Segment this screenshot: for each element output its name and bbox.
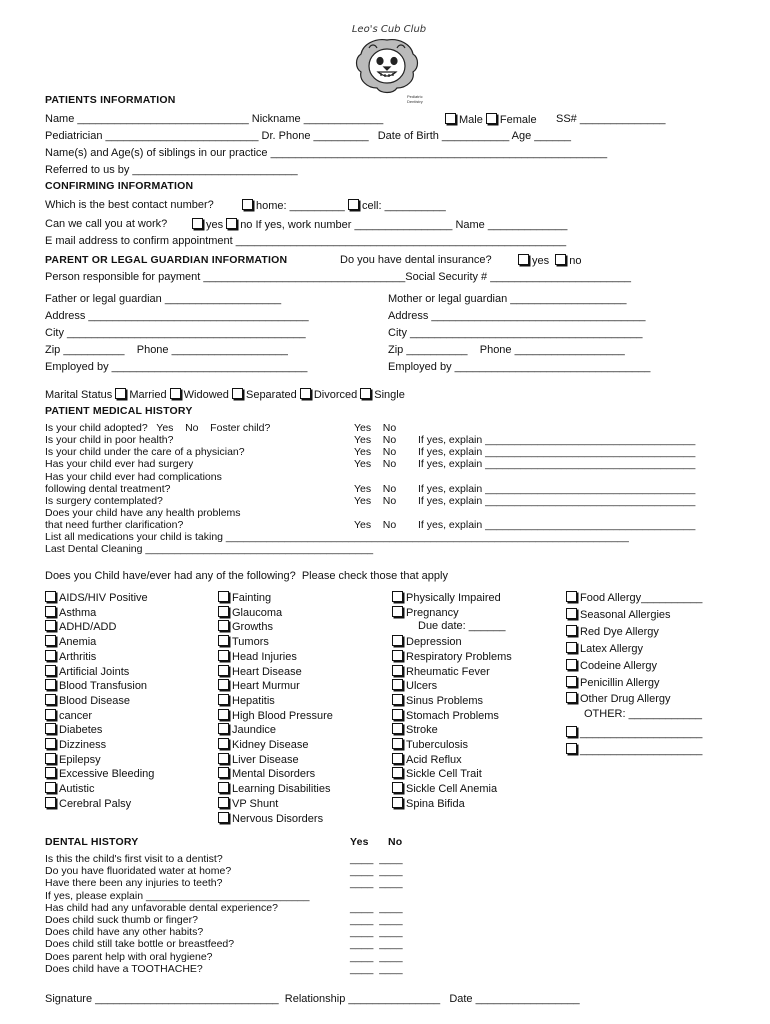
condition-label: Seasonal Allergies (580, 608, 671, 621)
sex-options (445, 113, 537, 127)
condition-checkbox[interactable] (392, 767, 403, 778)
insurance-options (518, 254, 582, 268)
problems-question-cont: that need further clarification? (45, 519, 184, 531)
poor-health-question: Is your child in poor health? (45, 434, 174, 446)
condition-label: Heart Disease (232, 665, 302, 678)
condition-label: Fainting (232, 592, 272, 604)
home-field[interactable]: home: _________ (256, 200, 345, 212)
condition-label: Dizziness (59, 739, 107, 751)
condition-item-dizziness[interactable] (45, 738, 106, 752)
condition-item-epilepsy[interactable] (45, 753, 101, 767)
complications-explain[interactable]: If yes, explain ____________________________________ (418, 483, 696, 495)
female-checkbox[interactable] (486, 113, 497, 124)
condition-checkbox[interactable] (218, 650, 229, 661)
condition-item-growths[interactable] (218, 620, 273, 634)
signature-line[interactable]: Signature ______________________________ Relationship _______________ Date _________________ (45, 993, 580, 1005)
condition-checkbox[interactable] (218, 620, 229, 631)
adopted-yes-no[interactable]: Yes No (354, 422, 397, 434)
condition-label: Growths (232, 621, 273, 634)
siblings-field[interactable]: Name(s) and Age(s) of siblings in our practice _______________________________________________________ (45, 147, 608, 159)
father-field[interactable]: Father or legal guardian ___________________ (45, 293, 282, 305)
condition-item-latex-allergy[interactable] (566, 642, 643, 656)
patients-heading: PATIENTS INFORMATION (45, 94, 176, 106)
last-cleaning-field[interactable]: Last Dental Cleaning _______________________________________ (45, 543, 374, 555)
dental-question: Does child suck thumb or finger? (45, 914, 198, 926)
condition-item-vp-shunt[interactable] (218, 797, 278, 811)
condition-label: Cerebral Palsy (59, 797, 132, 810)
due-date-field[interactable]: Due date: ______ (418, 620, 506, 633)
problems-yes-no[interactable]: Yes No (354, 519, 397, 531)
marital-divorced-checkbox[interactable] (300, 388, 311, 399)
condition-checkbox[interactable] (218, 723, 229, 734)
condition-item-artificial-joints[interactable] (45, 665, 129, 679)
poor-health-explain[interactable]: If yes, explain ____________________________________ (418, 434, 696, 446)
condition-item-spina-bifida[interactable] (392, 797, 465, 811)
condition-checkbox[interactable] (566, 608, 577, 619)
insurance-no-label: no (569, 255, 582, 267)
condition-item-jaundice[interactable] (218, 723, 276, 737)
marital-widowed-label: Widowed (183, 389, 229, 401)
responsible-party-field[interactable]: Person responsible for payment _________________________________Social Security # _______________________ (45, 271, 631, 283)
home-checkbox[interactable] (242, 199, 253, 210)
condition-item-adhd-add[interactable] (45, 620, 116, 634)
physician-question: Is your child under the care of a physician? (45, 446, 245, 458)
condition-checkbox[interactable] (218, 767, 229, 778)
marital-married-label: Married (129, 389, 167, 401)
physician-yes-no[interactable]: Yes No (354, 446, 397, 458)
dental-question: Does child have any other habits? (45, 926, 204, 939)
logo (335, 24, 435, 102)
condition-label: Epilepsy (59, 753, 101, 766)
condition-checkbox[interactable] (45, 650, 56, 661)
condition-label: AIDS/HIV Positive (59, 592, 148, 604)
condition-item-high-blood-pressure[interactable] (218, 709, 333, 723)
complications-yes-no[interactable]: Yes No (354, 483, 397, 495)
complications-question: Has your child ever had complications (45, 471, 222, 483)
condition-item-blood-transfusion[interactable] (45, 679, 147, 693)
condition-item-stroke[interactable] (392, 723, 438, 737)
problems-explain[interactable]: If yes, explain ____________________________________ (418, 519, 696, 531)
dental-answer-blanks[interactable]: ____ ____ (350, 865, 403, 878)
condition-item-sickle-cell-trait[interactable] (392, 767, 482, 781)
condition-checkbox[interactable] (218, 812, 229, 823)
condition-label: Head Injuries (232, 650, 297, 663)
marital-status (45, 388, 408, 402)
dental-answer-blanks[interactable]: ____ ____ (350, 853, 403, 865)
condition-item-red-dye-allergy[interactable] (566, 625, 659, 639)
condition-checkbox[interactable] (45, 591, 56, 602)
condition-checkbox[interactable] (392, 591, 403, 602)
condition-label: Penicillin Allergy (580, 676, 660, 689)
condition-label: Ulcers (406, 680, 438, 693)
condition-checkbox[interactable] (392, 606, 403, 617)
marital-married-checkbox[interactable] (115, 388, 126, 399)
contemplated-explain[interactable]: If yes, explain ____________________________________ (418, 495, 696, 507)
condition-item-arthritis[interactable] (45, 650, 96, 664)
marital-separated-label: Separated (245, 389, 297, 401)
condition-checkbox[interactable] (392, 665, 403, 676)
cell-option (348, 199, 446, 213)
condition-item-autistic[interactable] (45, 782, 94, 796)
contemplated-question: Is surgery contemplated? (45, 495, 163, 507)
mother-city-field[interactable]: City ______________________________________ (388, 327, 643, 339)
condition-checkbox[interactable] (566, 642, 577, 653)
condition-checkbox[interactable] (392, 723, 403, 734)
condition-item-physically-impaired[interactable] (392, 591, 501, 605)
mother-employer-field[interactable]: Employed by ________________________________ (388, 361, 651, 373)
condition-label: Mental Disorders (232, 768, 316, 781)
condition-item-head-injuries[interactable] (218, 650, 297, 664)
mother-field[interactable]: Mother or legal guardian ___________________ (388, 293, 627, 305)
home-option (242, 199, 345, 213)
condition-checkbox[interactable] (218, 797, 229, 808)
condition-label: Pregnancy (406, 606, 459, 619)
condition-item-heart-murmur[interactable] (218, 679, 300, 693)
pediatrician-field[interactable]: Pediatrician _________________________ Dr. Phone _________ Date of Birth ___________ Age ______ (45, 130, 572, 142)
dental-question: Do you have fluoridated water at home? (45, 865, 232, 878)
condition-label: Respiratory Problems (406, 650, 512, 663)
condition-label: Arthritis (59, 650, 97, 663)
confirming-heading: CONFIRMING INFORMATION (45, 180, 194, 192)
condition-label: ADHD/ADD (59, 621, 117, 634)
marital-status-label: Marital Status (45, 389, 113, 401)
condition-item-liver-disease[interactable] (218, 753, 299, 767)
complications-question-cont: following dental treatment? (45, 483, 171, 495)
condition-item-stomach-problems[interactable] (392, 709, 499, 723)
condition-checkbox[interactable] (218, 591, 229, 602)
dental-question: If yes, please explain ____________________________ (45, 889, 310, 902)
insurance-yes-label: yes (532, 255, 550, 267)
condition-item-glaucoma[interactable] (218, 606, 282, 620)
condition-checkbox[interactable] (566, 726, 577, 737)
condition-label: High Blood Pressure (232, 709, 333, 722)
condition-label: Tumors (232, 636, 269, 649)
condition-label: Food Allergy__________ (580, 592, 703, 604)
condition-label: ____________________ (580, 727, 703, 740)
condition-label: Artificial Joints (59, 665, 130, 678)
condition-checkbox[interactable] (566, 692, 577, 703)
condition-label: Tuberculosis (406, 739, 468, 751)
patient-name-field[interactable]: Name ____________________________ Nickname _____________ (45, 113, 384, 125)
guardian-heading: PARENT OR LEGAL GUARDIAN INFORMATION (45, 254, 288, 266)
condition-checkbox[interactable] (45, 753, 56, 764)
insurance-question: Do you have dental insurance? (340, 254, 492, 266)
female-label: Female (499, 114, 537, 126)
father-zip-field[interactable]: Zip __________ Phone ___________________ (45, 344, 288, 356)
condition-checkbox[interactable] (392, 679, 403, 690)
condition-checkbox[interactable] (218, 753, 229, 764)
male-checkbox[interactable] (445, 113, 456, 124)
surgery-yes-no[interactable]: Yes No (354, 458, 397, 470)
male-label: Male (459, 114, 483, 126)
condition-checkbox[interactable] (218, 606, 229, 617)
condition-item-other-drug-allergy[interactable] (566, 692, 670, 706)
insurance-no-checkbox[interactable] (555, 254, 566, 265)
condition-item-food-allergy[interactable] (566, 591, 702, 605)
condition-item-cancer[interactable] (45, 709, 92, 723)
condition-label: Rheumatic Fever (406, 665, 490, 678)
condition-label: Depression (406, 636, 462, 649)
lion-mascot-icon (347, 36, 427, 98)
condition-checkbox[interactable] (392, 694, 403, 705)
condition-label: Hepatitis (232, 694, 275, 707)
adopted-question: Is your child adopted? Yes No Foster child? (45, 422, 271, 434)
condition-item-heart-disease[interactable] (218, 665, 302, 679)
condition-label: Heart Murmur (232, 680, 300, 693)
call-no-checkbox[interactable] (226, 218, 237, 229)
condition-label: Codeine Allergy (580, 659, 658, 672)
dental-answer-blanks[interactable]: ____ ____ (350, 962, 403, 975)
condition-checkbox[interactable] (392, 797, 403, 808)
condition-label: VP Shunt (232, 797, 279, 810)
poor-health-yes-no[interactable]: Yes No (354, 434, 397, 446)
condition-checkbox[interactable] (45, 709, 56, 720)
ss-field[interactable]: SS# ______________ (556, 113, 666, 125)
dental-no-header: No (388, 836, 403, 848)
condition-checkbox[interactable] (45, 782, 56, 793)
dental-question: Have there been any injuries to teeth? (45, 877, 223, 890)
dental-answer-blanks[interactable]: ____ ____ (350, 877, 403, 890)
condition-item-rheumatic-fever[interactable] (392, 665, 490, 679)
condition-item-aids-hiv-positive[interactable] (45, 591, 148, 605)
condition-label: Acid Reflux (406, 753, 462, 766)
condition-item-seasonal-allergies[interactable] (566, 608, 671, 622)
condition-checkbox[interactable] (566, 591, 577, 602)
condition-item-diabetes[interactable] (45, 723, 102, 737)
condition-checkbox[interactable] (566, 625, 577, 636)
dental-question: Does parent help with oral hygiene? (45, 950, 213, 963)
condition-label: Anemia (59, 636, 97, 649)
dental-answer-blanks[interactable]: ____ ____ (350, 914, 403, 926)
condition-label: Liver Disease (232, 753, 299, 766)
contact-question: Which is the best contact number? (45, 199, 214, 211)
condition-item-anemia[interactable] (45, 635, 96, 649)
father-city-field[interactable]: City _______________________________________ (45, 327, 306, 339)
condition-label: Learning Disabilities (232, 783, 331, 796)
condition-label: Glaucoma (232, 606, 283, 619)
condition-checkbox[interactable] (218, 782, 229, 793)
condition-label: Sickle Cell Trait (406, 768, 482, 781)
condition-item-tuberculosis[interactable] (392, 738, 468, 752)
condition-label: Jaundice (232, 724, 277, 737)
logo-subtitle: Pediatric Dentistry (407, 94, 423, 104)
condition-checkbox[interactable] (45, 723, 56, 734)
condition-label: Asthma (59, 606, 97, 619)
condition-checkbox[interactable] (45, 767, 56, 778)
condition-label: cancer (59, 709, 93, 722)
dental-question: Does child have a TOOTHACHE? (45, 962, 203, 975)
condition-checkbox[interactable] (392, 635, 403, 646)
condition-label: Latex Allergy (580, 642, 643, 655)
condition-checkbox[interactable] (45, 665, 56, 676)
dental-yes-header: Yes (350, 836, 369, 848)
condition-item-blank-2[interactable] (566, 743, 702, 757)
condition-checkbox[interactable] (45, 738, 56, 749)
condition-item-tumors[interactable] (218, 635, 269, 649)
condition-label: Blood Transfusion (59, 680, 148, 693)
condition-item-acid-reflux[interactable] (392, 753, 462, 767)
condition-label: Diabetes (59, 724, 103, 737)
condition-item-cerebral-palsy[interactable] (45, 797, 131, 811)
physician-explain[interactable]: If yes, explain ____________________________________ (418, 446, 696, 458)
dental-answer-blanks[interactable]: ____ ____ (350, 950, 403, 963)
referred-field[interactable]: Referred to us by ___________________________ (45, 164, 298, 176)
father-address-field[interactable]: Address ____________________________________ (45, 310, 309, 322)
condition-label: Excessive Bleeding (59, 768, 155, 781)
condition-item-pregnancy[interactable] (392, 606, 459, 620)
condition-checkbox[interactable] (45, 620, 56, 631)
dental-question: Does child still take bottle or breastfeed? (45, 938, 235, 951)
condition-item-kidney-disease[interactable] (218, 738, 308, 752)
condition-checkbox[interactable] (566, 743, 577, 754)
insurance-yes-checkbox[interactable] (518, 254, 529, 265)
condition-label: ____________________ (580, 744, 703, 757)
condition-label: Nervous Disorders (232, 812, 324, 825)
condition-item-depression[interactable] (392, 635, 462, 649)
condition-label: Sinus Problems (406, 694, 484, 707)
dental-answer-blanks[interactable]: ____ ____ (350, 938, 403, 951)
conditions-prompt: Does you Child have/ever had any of the following? Please check those that apply (45, 570, 448, 582)
condition-checkbox[interactable] (45, 797, 56, 808)
condition-item-learning-disabilities[interactable] (218, 782, 330, 796)
cell-field[interactable]: cell: __________ (362, 200, 446, 212)
condition-item-excessive-bleeding[interactable] (45, 767, 154, 781)
cell-checkbox[interactable] (348, 199, 359, 210)
father-employer-field[interactable]: Employed by ________________________________ (45, 361, 308, 373)
condition-label: Kidney Disease (232, 739, 309, 751)
contemplated-yes-no[interactable]: Yes No (354, 495, 397, 507)
marital-widowed-checkbox[interactable] (170, 388, 181, 399)
call-yes-checkbox[interactable] (192, 218, 203, 229)
condition-label: Red Dye Allergy (580, 625, 659, 638)
condition-label: Spina Bifida (406, 797, 465, 810)
problems-question: Does your child have any health problems (45, 507, 241, 519)
condition-item-hepatitis[interactable] (218, 694, 275, 708)
call-work-question: Can we call you at work? (45, 218, 168, 230)
email-field[interactable]: E mail address to confirm appointment ______________________________________________________ (45, 235, 567, 247)
condition-item-fainting[interactable] (218, 591, 271, 605)
condition-checkbox[interactable] (392, 738, 403, 749)
surgery-question: Has your child ever had surgery (45, 458, 194, 470)
condition-checkbox[interactable] (45, 635, 56, 646)
dental-answer-blanks[interactable]: ____ ____ (350, 926, 403, 939)
condition-label: Sickle Cell Anemia (406, 783, 498, 796)
condition-label: Stroke (406, 724, 438, 737)
condition-checkbox[interactable] (218, 679, 229, 690)
condition-checkbox[interactable] (392, 782, 403, 793)
mother-address-field[interactable]: Address ___________________________________ (388, 310, 646, 322)
condition-item-sinus-problems[interactable] (392, 694, 483, 708)
marital-single-checkbox[interactable] (360, 388, 371, 399)
condition-checkbox[interactable] (218, 738, 229, 749)
condition-item-codeine-allergy[interactable] (566, 659, 657, 673)
dental-heading: DENTAL HISTORY (45, 836, 139, 848)
condition-item-blood-disease[interactable] (45, 694, 130, 708)
condition-checkbox[interactable] (566, 659, 577, 670)
condition-item-blank-1[interactable] (566, 726, 702, 740)
mother-zip-field[interactable]: Zip __________ Phone __________________ (388, 344, 625, 356)
condition-label: Blood Disease (59, 694, 130, 707)
condition-item-ulcers[interactable] (392, 679, 437, 693)
condition-item-asthma[interactable] (45, 606, 96, 620)
condition-checkbox[interactable] (45, 694, 56, 705)
condition-checkbox[interactable] (45, 606, 56, 617)
condition-checkbox[interactable] (392, 709, 403, 720)
dental-question: Has child had any unfavorable dental experience? (45, 901, 278, 914)
marital-options (115, 389, 408, 401)
dental-answer-blanks[interactable]: ____ ____ (350, 901, 403, 914)
surgery-explain[interactable]: If yes, explain ____________________________________ (418, 458, 696, 470)
condition-checkbox[interactable] (218, 694, 229, 705)
condition-checkbox[interactable] (218, 665, 229, 676)
condition-label: Physically Impaired (406, 592, 501, 604)
dental-question: Is this the child's first visit to a dentist? (45, 853, 223, 865)
condition-checkbox[interactable] (392, 753, 403, 764)
marital-single-label: Single (374, 389, 405, 401)
condition-item-penicillin-allergy[interactable] (566, 676, 659, 690)
marital-divorced-label: Divorced (313, 389, 358, 401)
medications-field[interactable]: List all medications your child is taking _____________________________________________________________________ (45, 531, 629, 543)
condition-item-mental-disorders[interactable] (218, 767, 315, 781)
call-work-options (192, 218, 567, 232)
condition-item-sickle-cell-anemia[interactable] (392, 782, 497, 796)
condition-label: Stomach Problems (406, 709, 499, 722)
condition-label: Other Drug Allergy (580, 693, 671, 706)
condition-checkbox[interactable] (392, 650, 403, 661)
logo-title: Leo's Cub Club (351, 24, 427, 35)
marital-separated-checkbox[interactable] (232, 388, 243, 399)
other-field[interactable]: OTHER: ____________ (584, 708, 703, 721)
medical-heading: PATIENT MEDICAL HISTORY (45, 405, 193, 417)
condition-checkbox[interactable] (566, 676, 577, 687)
call-yes-label: yes (206, 219, 224, 231)
condition-checkbox[interactable] (218, 635, 229, 646)
condition-label: Autistic (59, 783, 95, 796)
work-number-field[interactable]: no If yes, work number ________________ Name _____________ (240, 219, 568, 231)
condition-checkbox[interactable] (218, 709, 229, 720)
condition-item-respiratory-problems[interactable] (392, 650, 512, 664)
condition-checkbox[interactable] (45, 679, 56, 690)
condition-item-nervous-disorders[interactable] (218, 812, 323, 826)
